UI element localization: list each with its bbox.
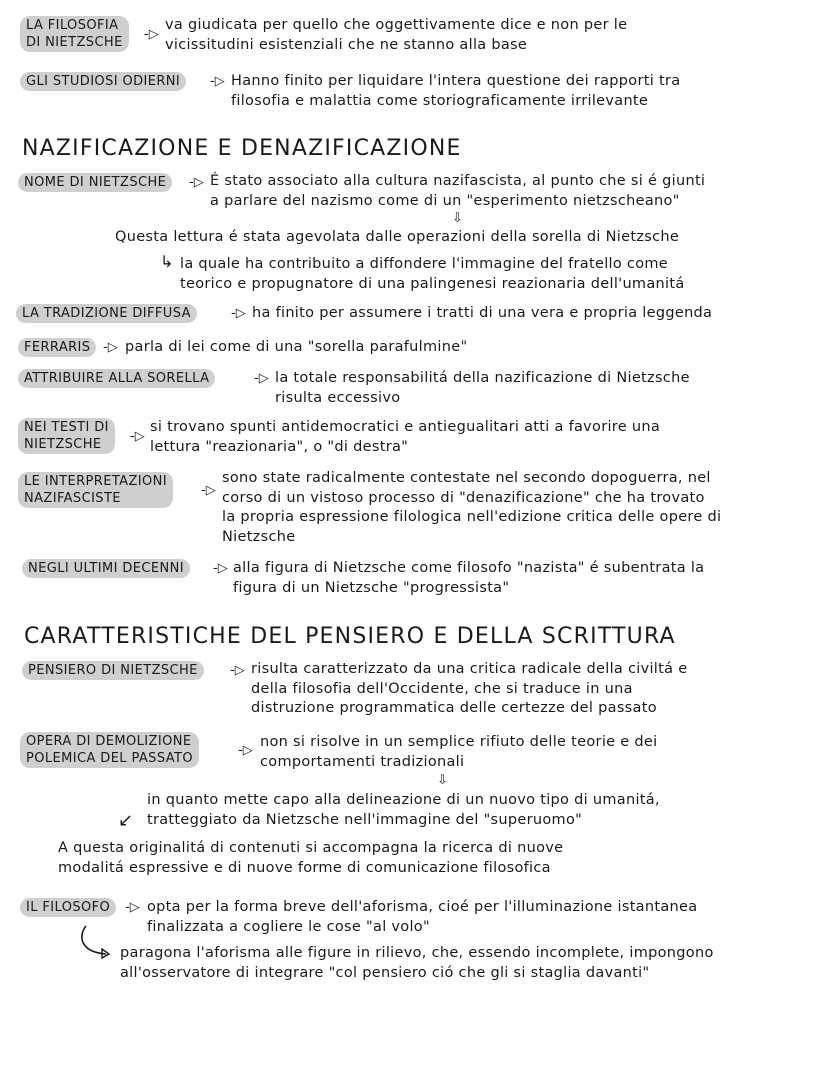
label-filosofo: IL FILOSOFO	[20, 898, 116, 917]
text-originalita-contenuti: A questa originalitá di contenuti si accompagna la ricerca di nuove modalitá espressive e di nuove forme di comunicazione filosofica	[58, 840, 564, 876]
label-pensiero-nietzsche: PENSIERO DI NIETZSCHE	[22, 661, 204, 680]
text-sorella-contributo: la quale ha contribuito a diffondere l'immagine del fratello come teorico e propugnatore di una palingenesi reazionaria dell'umanitá	[180, 256, 685, 292]
arrow-icon: -▷	[238, 743, 253, 758]
text-tradizione-diffusa: ha finito per assumere i tratti di una vera e propria leggenda	[252, 305, 713, 321]
text-nome-nietzsche: É stato associato alla cultura nazifascista, al punto che si é giunti a parlare del nazismo come di un "esperimento nietzscheano"	[210, 173, 706, 209]
text-pensiero-nietzsche: risulta caratterizzato da una critica radicale della civiltá e della filosofia dell'Occidente, che si traduce in una distruzione programmatica delle certezze del passato	[251, 661, 688, 716]
text-filosofo-figure-rilievo: paragona l'aforisma alle figure in rilievo, che, essendo incomplete, impongono all'osservatore di integrare "col pensiero ció che gli si staglia davanti"	[120, 945, 714, 981]
label-filosofia-nietzsche: LA FILOSOFIA DI NIETZSCHE	[20, 16, 129, 52]
arrow-icon: -▷	[103, 340, 118, 355]
label-interpretazioni-nazifasciste: LE INTERPRETAZIONI NAZIFASCISTE	[18, 472, 173, 508]
label-attribuire-sorella: ATTRIBUIRE ALLA SORELLA	[18, 369, 215, 388]
label-nome-nietzsche: NOME DI NIETZSCHE	[18, 173, 172, 192]
label-ferraris: FERRARIS	[18, 338, 96, 357]
arrow-icon: -▷	[213, 561, 228, 576]
arrow-icon: -▷	[230, 663, 245, 678]
arrow-icon: -▷	[125, 900, 140, 915]
arrow-icon: -▷	[231, 306, 246, 321]
hook-arrow-icon: ↳	[160, 252, 174, 271]
down-arrow-icon: ⇩	[437, 773, 448, 788]
hook-arrow-icon	[76, 924, 116, 960]
arrow-icon: -▷	[130, 429, 145, 444]
label-testi-nietzsche: NEI TESTI DI NIETZSCHE	[18, 418, 115, 454]
label-ultimi-decenni: NEGLI ULTIMI DECENNI	[22, 559, 190, 578]
label-opera-demolizione: OPERA DI DEMOLIZIONE POLEMICA DEL PASSATO	[20, 732, 199, 768]
curve-arrow-icon: ↙	[118, 810, 134, 831]
text-nuova-umanita: in quanto mette capo alla delineazione di un nuovo tipo di umanitá, tratteggiato da Nietzsche nell'immagine del "superuomo"	[147, 792, 660, 828]
text-ferraris: parla di lei come di una "sorella parafulmine"	[125, 339, 468, 355]
text-filosofo-aforisma: opta per la forma breve dell'aforisma, cioé per l'illuminazione istantanea finalizzata a cogliere le cose "al volo"	[147, 899, 698, 935]
arrow-icon: -▷	[144, 27, 159, 42]
label-studiosi-odierni: GLI STUDIOSI ODIERNI	[20, 72, 186, 91]
arrow-icon: -▷	[189, 175, 204, 190]
down-arrow-icon: ⇩	[452, 211, 463, 226]
arrow-icon: -▷	[201, 483, 216, 498]
text-filosofia-nietzsche: va giudicata per quello che oggettivamente dice e non per le vicissitudini esistenziali che ne stanno alla base	[165, 17, 628, 53]
text-lettura-agevolata: Questa lettura é stata agevolata dalle operazioni della sorella di Nietzsche	[115, 229, 680, 245]
text-testi-nietzsche: si trovano spunti antidemocratici e antiegualitari atti a favorire una lettura "reazionaria", o "di destra"	[150, 419, 661, 455]
text-interpretazioni-nazifasciste: sono state radicalmente contestate nel secondo dopoguerra, nel corso di un vistoso processo di "denazificazione" che ha trovato la propria espressione filologica nell'edizione critica delle opere di Nietzsche	[222, 470, 722, 545]
label-tradizione-diffusa: LA TRADIZIONE DIFFUSA	[16, 304, 197, 323]
text-opera-demolizione: non si risolve in un semplice rifiuto delle teorie e dei comportamenti tradizionali	[260, 734, 658, 770]
heading-caratteristiche: CARATTERISTICHE DEL PENSIERO E DELLA SCRITTURA	[24, 624, 676, 649]
arrow-icon: -▷	[210, 74, 225, 89]
text-ultimi-decenni: alla figura di Nietzsche come filosofo "nazista" é subentrata la figura di un Nietzsche "progressista"	[233, 560, 705, 596]
text-attribuire-sorella: la totale responsabilitá della nazificazione di Nietzsche risulta eccessivo	[275, 370, 690, 406]
heading-nazificazione: NAZIFICAZIONE E DENAZIFICAZIONE	[22, 136, 462, 161]
arrow-icon: -▷	[254, 371, 269, 386]
text-studiosi-odierni: Hanno finito per liquidare l'intera questione dei rapporti tra filosofia e malattia come storiograficamente irrilevante	[231, 73, 681, 109]
